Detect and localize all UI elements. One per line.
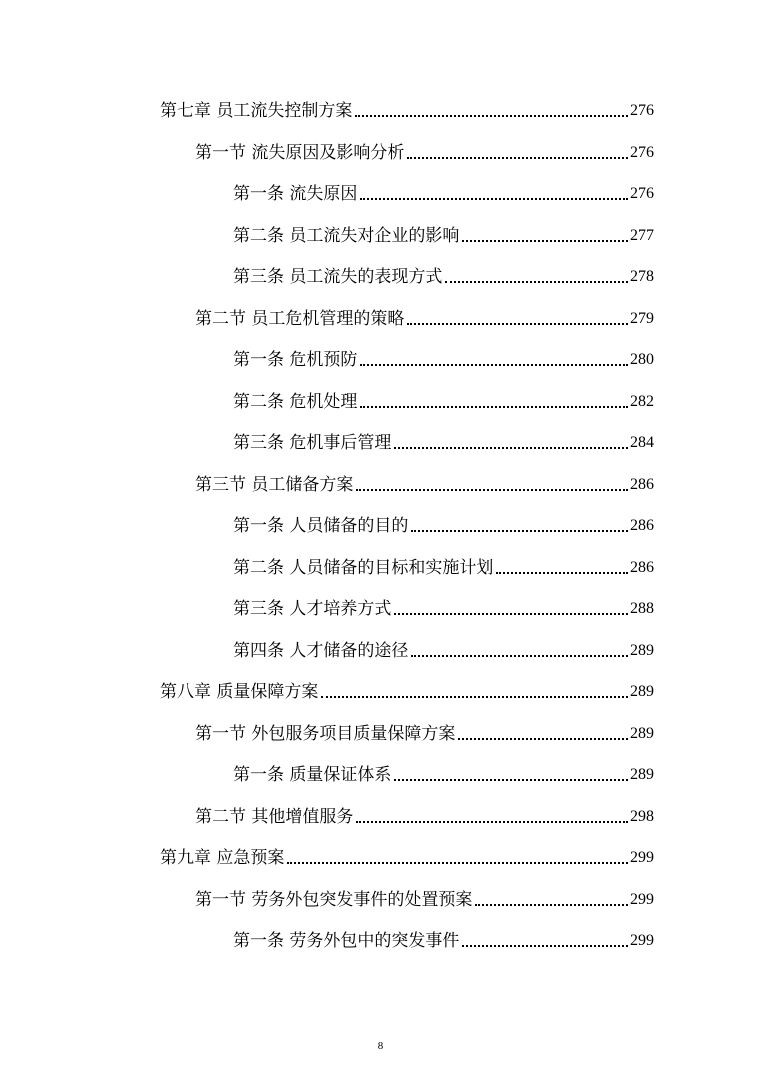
toc-entry-label: 第三条 危机事后管理 [233, 433, 392, 453]
toc-entry-label: 第二条 员工流失对企业的影响 [233, 226, 460, 246]
toc-entry-label: 第二条 危机处理 [233, 392, 358, 412]
toc-entry-section[interactable] [195, 720, 654, 744]
toc-entry-article[interactable] [233, 554, 654, 578]
dot-leader [496, 572, 628, 574]
dot-leader [356, 489, 628, 491]
dot-leader [360, 198, 628, 200]
dot-leader [360, 364, 628, 366]
toc-entry-page: 276 [630, 102, 654, 119]
toc-entry-label: 第二节 员工危机管理的策略 [195, 309, 405, 329]
toc-entry-label: 第三节 员工储备方案 [195, 475, 354, 495]
toc-entry-label: 第四条 人才储备的途径 [233, 641, 409, 661]
toc-entry-page: 286 [630, 559, 654, 576]
toc-entry-label: 第二条 人员储备的目标和实施计划 [233, 558, 494, 578]
toc-entry-page: 279 [630, 310, 654, 327]
dot-leader [394, 613, 628, 615]
toc-entry-page: 289 [630, 683, 654, 700]
toc-entry-page: 286 [630, 517, 654, 534]
toc-entry-article[interactable] [233, 388, 654, 412]
toc-entry-label: 第一节 外包服务项目质量保障方案 [195, 724, 456, 744]
toc-entry-label: 第一节 劳务外包突发事件的处置预案 [195, 890, 473, 910]
toc-entry-page: 289 [630, 766, 654, 783]
dot-leader [287, 862, 628, 864]
toc-entry-article[interactable] [233, 429, 654, 453]
dot-leader [445, 281, 628, 283]
toc-entry-label: 第三条 员工流失的表现方式 [233, 267, 443, 287]
toc-entry-label: 第八章 质量保障方案 [160, 682, 319, 702]
dot-leader [356, 821, 628, 823]
dot-leader [462, 240, 628, 242]
toc-entry-label: 第一条 危机预防 [233, 350, 358, 370]
dot-leader [411, 655, 628, 657]
toc-entry-label: 第一条 劳务外包中的突发事件 [233, 931, 460, 951]
toc-entry-section[interactable] [195, 139, 654, 163]
dot-leader [462, 945, 628, 947]
toc-entry-label: 第七章 员工流失控制方案 [160, 101, 353, 121]
dot-leader [355, 115, 628, 117]
toc-entry-page: 276 [630, 185, 654, 202]
toc-entry-page: 298 [630, 808, 654, 825]
dot-leader [394, 447, 628, 449]
toc-entry-chapter[interactable] [160, 678, 654, 702]
toc-entry-label: 第一条 流失原因 [233, 184, 358, 204]
toc-entry-chapter[interactable] [160, 844, 654, 868]
toc-entry-label: 第二节 其他增值服务 [195, 807, 354, 827]
toc-entry-article[interactable] [233, 263, 654, 287]
toc-entry-page: 277 [630, 227, 654, 244]
dot-leader [411, 530, 628, 532]
toc-entry-label: 第一条 人员储备的目的 [233, 516, 409, 536]
toc-entry-label: 第九章 应急预案 [160, 848, 285, 868]
toc-entry-page: 299 [630, 932, 654, 949]
toc-entry-section[interactable] [195, 305, 654, 329]
dot-leader [394, 779, 628, 781]
dot-leader [360, 406, 628, 408]
toc-entry-article[interactable] [233, 346, 654, 370]
toc-entry-label: 第一条 质量保证体系 [233, 765, 392, 785]
toc-entry-page: 276 [630, 144, 654, 161]
dot-leader [458, 738, 628, 740]
toc-entry-page: 289 [630, 642, 654, 659]
toc-entry-section[interactable] [195, 803, 654, 827]
toc-entry-page: 282 [630, 393, 654, 410]
toc-entry-article[interactable] [233, 512, 654, 536]
toc-entry-section[interactable] [195, 886, 654, 910]
dot-leader [407, 157, 628, 159]
toc-entry-page: 299 [630, 849, 654, 866]
dot-leader [475, 904, 628, 906]
toc-entry-page: 280 [630, 351, 654, 368]
toc-entry-page: 289 [630, 725, 654, 742]
dot-leader [321, 696, 628, 698]
toc-entry-page: 284 [630, 434, 654, 451]
toc-entry-page: 278 [630, 268, 654, 285]
toc-entry-page: 299 [630, 891, 654, 908]
toc-entry-article[interactable] [233, 180, 654, 204]
toc-entry-page: 286 [630, 476, 654, 493]
toc-entry-article[interactable] [233, 761, 654, 785]
toc-entry-article[interactable] [233, 222, 654, 246]
toc-entry-article[interactable] [233, 637, 654, 661]
toc-entry-article[interactable] [233, 595, 654, 619]
toc-entry-label: 第三条 人才培养方式 [233, 599, 392, 619]
toc-entry-article[interactable] [233, 927, 654, 951]
toc-entry-chapter[interactable] [160, 97, 654, 121]
toc-entry-page: 288 [630, 600, 654, 617]
page-number: 8 [377, 1040, 384, 1052]
dot-leader [407, 323, 628, 325]
toc-entry-section[interactable] [195, 471, 654, 495]
toc-entry-label: 第一节 流失原因及影响分析 [195, 143, 405, 163]
